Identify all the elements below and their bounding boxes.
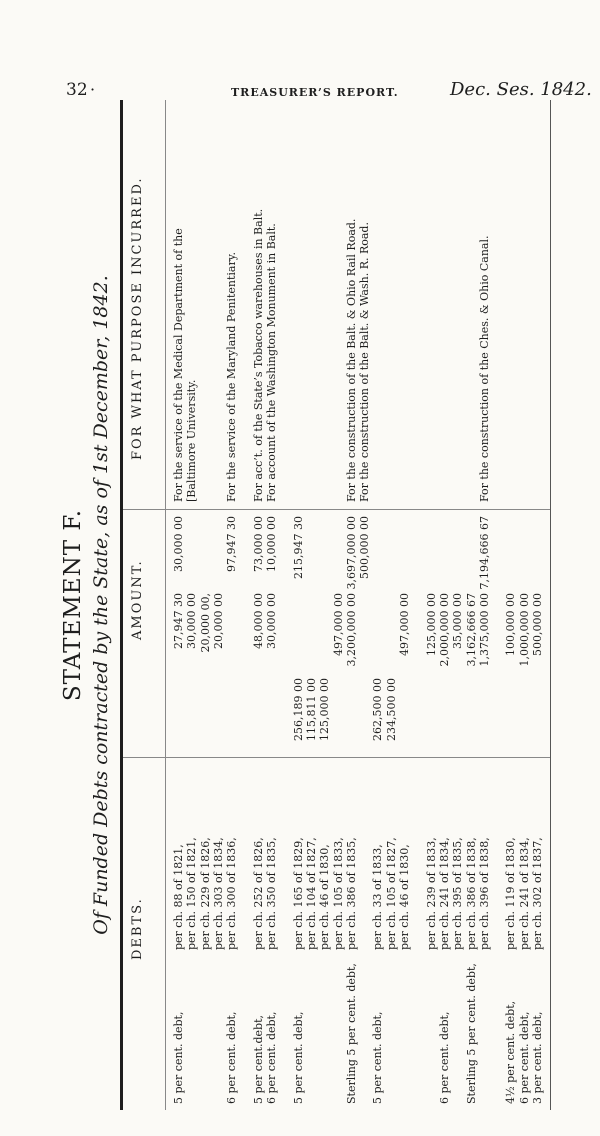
table-row	[478, 100, 491, 1110]
debt-type: 5 per cent. debt,	[291, 1011, 305, 1104]
debt-act: per ch. 229 of 1826,	[198, 837, 212, 950]
debt-type: Sterling 5 per cent. debt,	[344, 963, 358, 1104]
table-row	[292, 100, 305, 1110]
debt-act: per ch. 105 of 1827,	[384, 837, 398, 950]
table-row	[518, 100, 531, 1110]
statement-title: STATEMENT F.	[60, 508, 86, 702]
total-amount: 30,000 00	[172, 516, 185, 572]
amount: 2,000,000 00	[437, 593, 451, 667]
header-rule	[165, 100, 166, 1110]
page-number: 32	[66, 80, 88, 100]
table-row	[345, 100, 358, 1110]
debt-act: per ch. 88 of 1821,	[172, 844, 185, 950]
debt-act: per ch. 395 of 1835,	[451, 837, 465, 950]
table-row	[225, 100, 238, 1110]
amount: 27,947 30	[172, 593, 185, 649]
amount: 20,000 00	[211, 593, 225, 649]
debt-type: 5 per cent. debt,	[371, 1011, 385, 1104]
debt-act: per ch. 252 of 1826,	[251, 837, 265, 950]
debt-type: 6 per cent. debt,	[265, 1011, 279, 1104]
table-row	[385, 100, 398, 1110]
table-top-rule	[120, 100, 123, 1110]
amount: 3,162,666 67	[464, 593, 478, 667]
table-row	[318, 100, 331, 1110]
subtotal-amount: 125,000 00	[318, 678, 332, 741]
table-row	[238, 100, 251, 1110]
rotated-statement-table	[60, 100, 560, 1110]
amount: 100,000 00	[504, 593, 518, 656]
amount: 1,375,000 00	[477, 593, 491, 667]
amount: 35,000 00	[451, 593, 465, 649]
statement-subtitle: Of Funded Debts contracted by the State, as of 1st December, 1842.	[90, 275, 112, 935]
purpose-text: For the construction of the Balt. & Ohio Rail Road.	[344, 218, 358, 502]
table-row	[252, 100, 265, 1110]
debt-act: per ch. 300 of 1836,	[225, 837, 239, 950]
debt-act: per ch. 350 of 1835,	[265, 837, 279, 950]
purpose-text: For account of the Washington Monument in Balt.	[265, 223, 279, 502]
table-row	[398, 100, 411, 1110]
amount: 20,000 00,	[198, 593, 212, 653]
amount: 3,200,000 00	[344, 593, 358, 667]
debt-type: 6 per cent. debt,	[437, 1011, 451, 1104]
subtotal-amount: 234,500 00	[384, 678, 398, 741]
purpose-text: For the service of the Maryland Penitentiary.	[225, 252, 239, 502]
debt-act: per ch. 46 of 1830,	[318, 844, 332, 950]
column-header-amount: AMOUNT.	[130, 559, 145, 640]
debt-act: per ch. 239 of 1833,	[424, 837, 438, 950]
amount: 500,000 00	[531, 593, 545, 656]
amount: 1,000,000 00	[517, 593, 531, 667]
table-row	[172, 100, 185, 1110]
debt-act: per ch. 150 of 1821,	[185, 837, 199, 950]
table-row	[265, 100, 278, 1110]
debt-type: 3 per cent. debt,	[531, 1011, 545, 1104]
table-row	[358, 100, 371, 1110]
table-bottom-rule	[550, 100, 551, 1110]
table-row	[504, 100, 517, 1110]
purpose-text: For the service of the Medical Department of the	[172, 228, 185, 502]
table-row	[411, 100, 424, 1110]
table-row	[438, 100, 451, 1110]
amount: 30,000 00	[265, 593, 279, 649]
debt-act: per ch. 165 of 1829,	[291, 837, 305, 950]
debt-act: per ch. 303 of 1834,	[211, 837, 225, 950]
subtotal-amount: 256,189 00	[291, 678, 305, 741]
amount: 497,000 00	[398, 593, 412, 656]
table-row	[278, 100, 291, 1110]
debt-act: per ch. 386 of 1838,	[464, 837, 478, 950]
debt-act: per ch. 241 of 1834,	[517, 837, 531, 950]
amount: 30,000 00	[185, 593, 199, 649]
debt-act: per ch. 46 of 1830,	[398, 844, 412, 950]
purpose-text: For the construction of the Ches. & Ohio Canal.	[477, 235, 491, 502]
table-row	[185, 100, 198, 1110]
table-row	[305, 100, 318, 1110]
table-row	[465, 100, 478, 1110]
table-row	[451, 100, 464, 1110]
debt-type: 4½ per cent. debt,	[504, 1000, 518, 1104]
amount: 125,000 00	[424, 593, 438, 656]
debt-type: 5 per cent. debt,	[172, 1011, 185, 1104]
debt-type: 6 per cent. debt,	[225, 1011, 239, 1104]
table-row	[212, 100, 225, 1110]
table-row	[371, 100, 384, 1110]
table-row	[491, 100, 504, 1110]
total-amount: 7,194,666 67	[477, 516, 491, 590]
page-header	[0, 0, 600, 100]
debt-act: per ch. 105 of 1833,	[331, 837, 345, 950]
session-date: Dec. Ses. 1842.	[450, 79, 592, 100]
debt-act: per ch. 302 of 1837,	[531, 837, 545, 950]
debt-act: per ch. 386 of 1835,	[344, 837, 358, 950]
amount: 497,000 00	[331, 593, 345, 656]
header-dot: ·	[90, 80, 96, 99]
debt-act: per ch. 241 of 1834,	[437, 837, 451, 950]
total-amount: 10,000 00	[265, 516, 279, 572]
subtotal-amount: 115,811 00	[304, 678, 318, 741]
table-row	[531, 100, 544, 1110]
amount: 48,000 00	[251, 593, 265, 649]
total-amount: 73,000 00	[251, 516, 265, 572]
debt-type: 5 per cent.debt,	[251, 1015, 265, 1104]
total-amount: 500,000 00	[358, 516, 372, 579]
total-amount: 97,947 30	[225, 516, 239, 572]
table-row	[425, 100, 438, 1110]
debt-act: per ch. 104 of 1827,	[304, 837, 318, 950]
purpose-text: For the construction of the Balt. & Wash. R. Road.	[358, 222, 372, 502]
debt-act: per ch. 33 of 1833,	[371, 844, 385, 950]
debt-act: per ch. 119 of 1830,	[504, 837, 518, 950]
table-body	[172, 100, 544, 1110]
debt-type: 6 per cent. debt,	[517, 1011, 531, 1104]
column-header-debts: DEBTS.	[130, 897, 145, 960]
total-amount: 215,947 30	[291, 516, 305, 579]
total-amount: 3,697,000 00	[344, 516, 358, 590]
purpose-text: For acc’t. of the State’s Tobacco warehouses in Balt.	[251, 208, 265, 502]
table-row	[332, 100, 345, 1110]
table-row	[199, 100, 212, 1110]
debt-act: per ch. 396 of 1838,	[477, 837, 491, 950]
column-header-purpose: FOR WHAT PURPOSE INCURRED.	[130, 176, 145, 460]
running-title: TREASURER’S REPORT.	[231, 86, 399, 99]
purpose-text: [Baltimore University.	[185, 379, 199, 502]
subtotal-amount: 262,500 00	[371, 678, 385, 741]
debt-type: Sterling 5 per cent. debt,	[464, 963, 478, 1104]
